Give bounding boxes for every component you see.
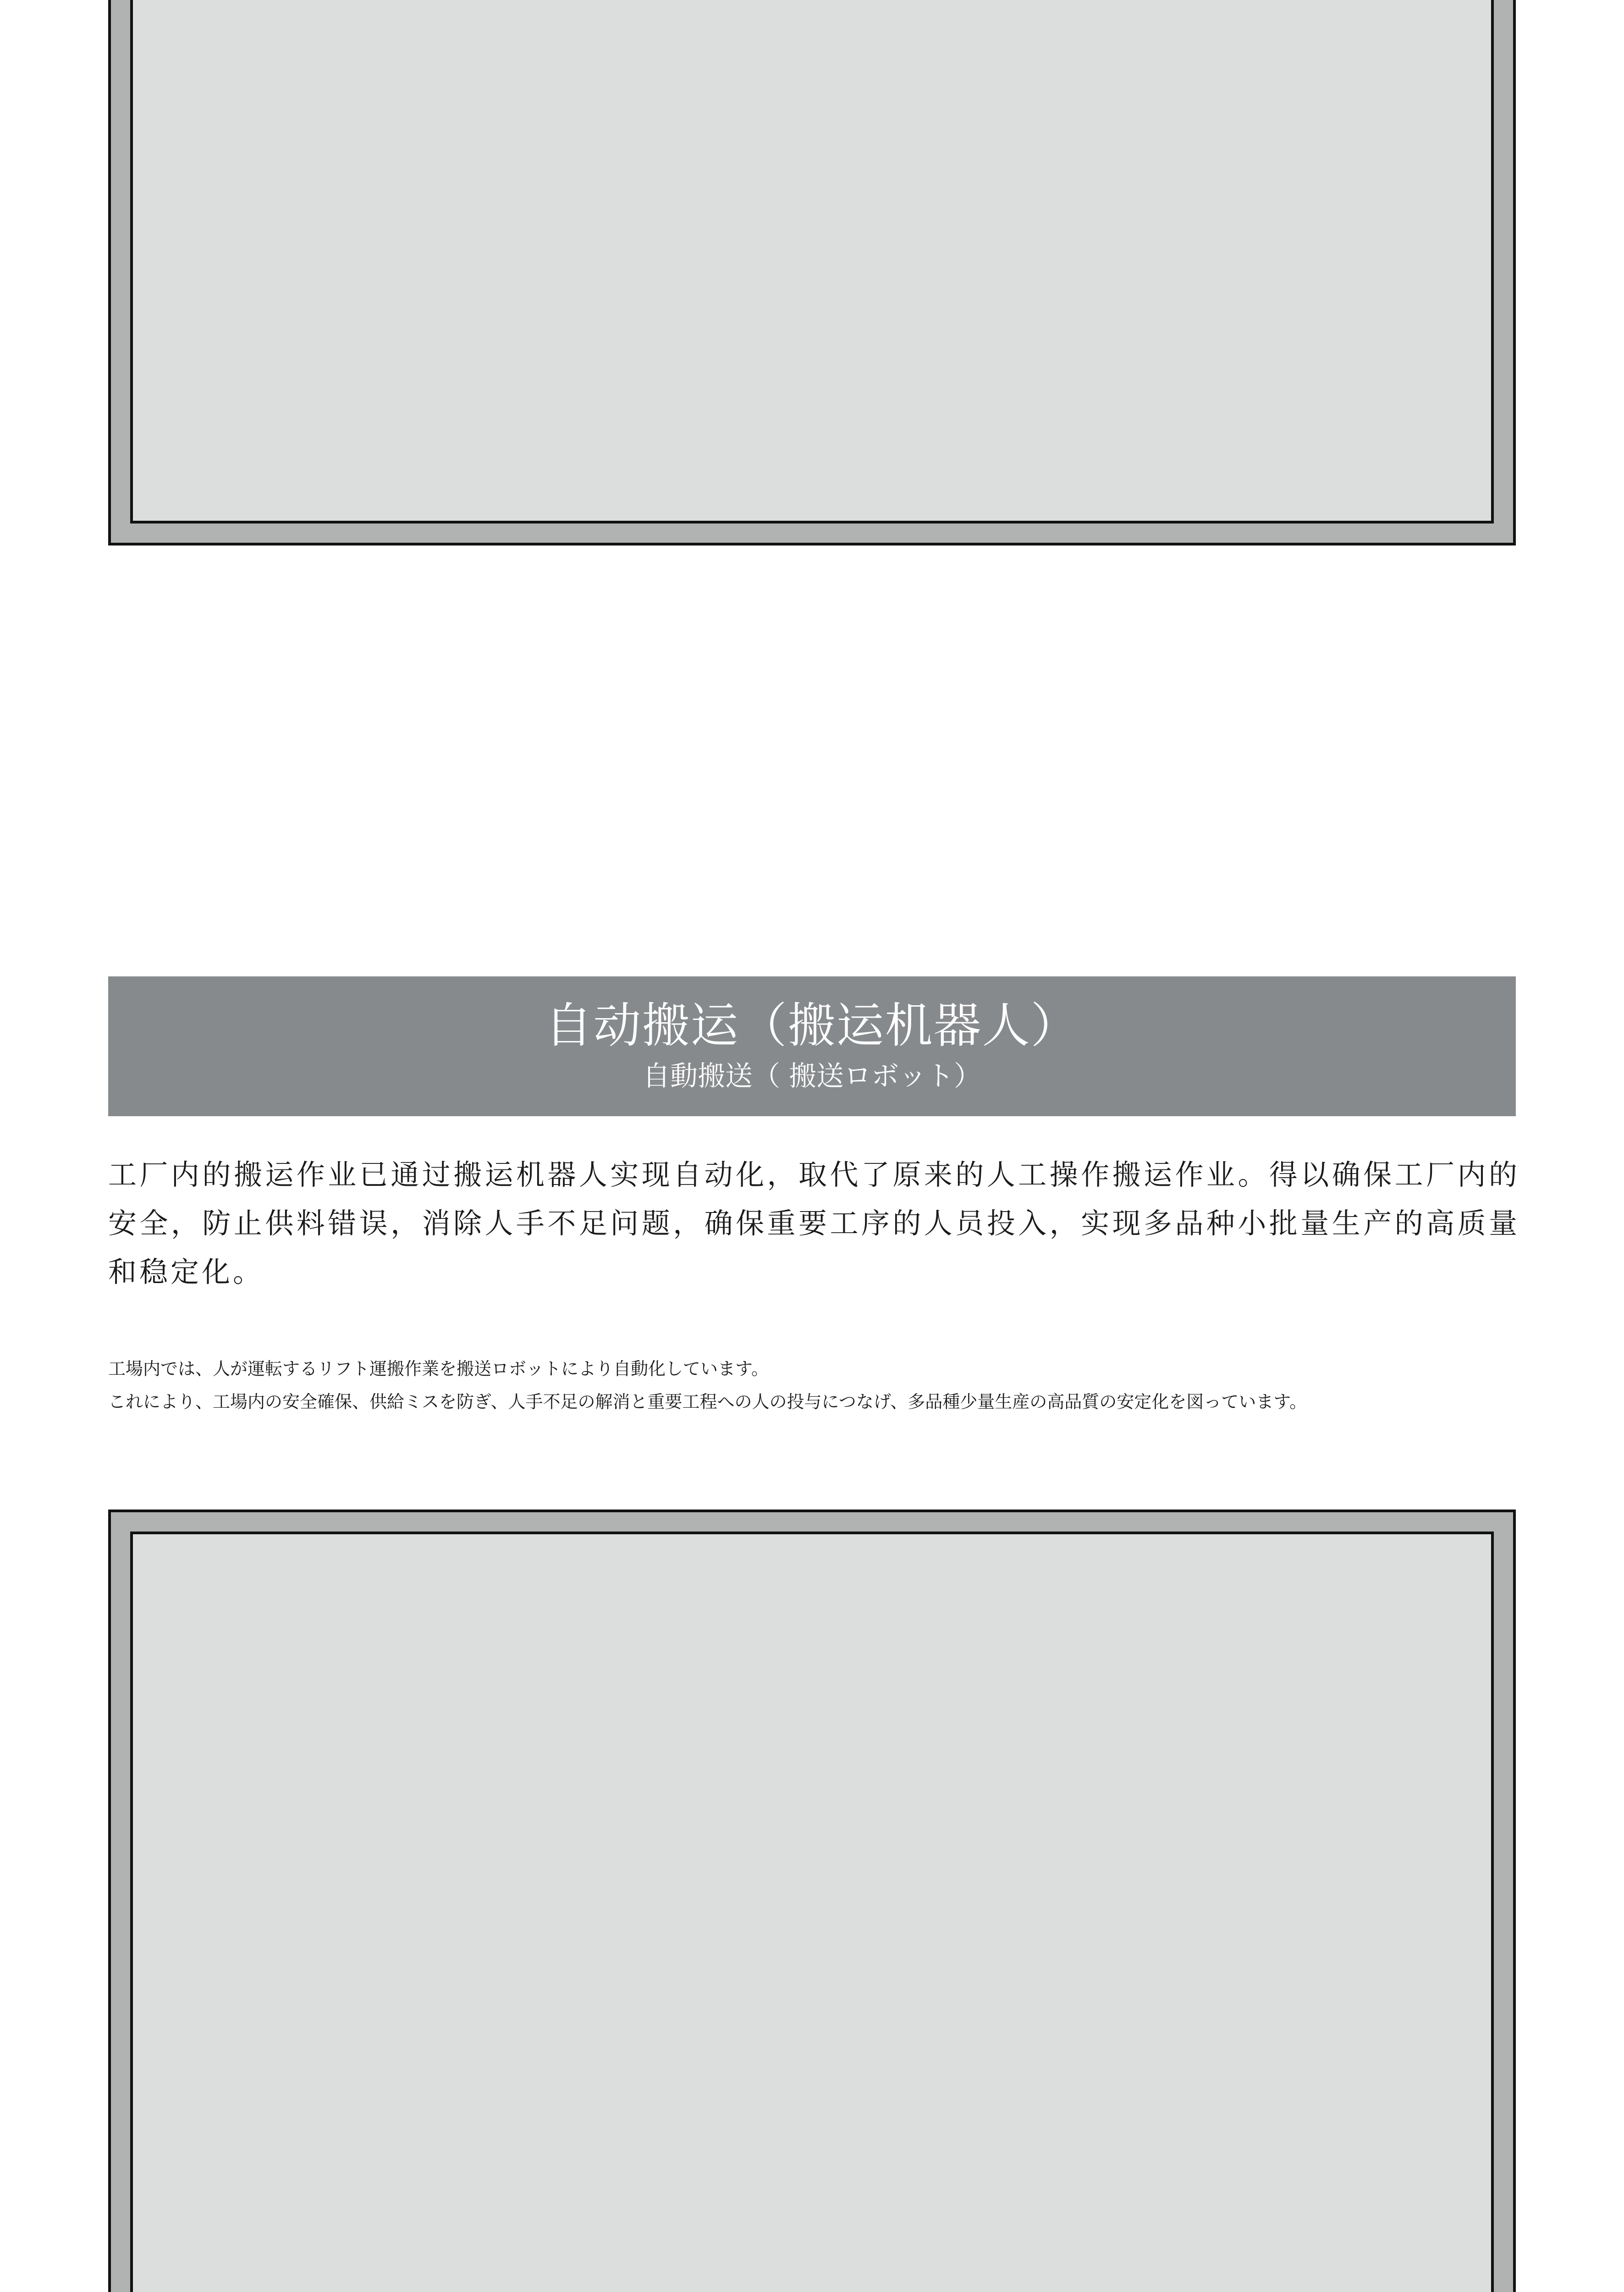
image-placeholder-middle-inner: [130, 1532, 1494, 2292]
image-placeholder-top: [108, 0, 1516, 545]
image-placeholder-middle: [108, 1510, 1516, 2292]
body-text-japanese-line-1: 工場内では、人が運転するリフト運搬作業を搬送ロボットにより自動化しています。: [108, 1359, 769, 1379]
body-text-japanese: [108, 1352, 1529, 1418]
body-text-chinese: 工厂内的搬运作业已通过搬运机器人实现自动化，取代了原来的人工操作搬运作业。得以确保工厂内的安全，防止供料错误，消除人手不足问题，确保重要工序的人员投入，实现多品种小批量生产的高质量和稳定化。: [108, 1158, 1520, 1289]
banner-subtitle: 自動搬送（ 搬送ロボット）: [642, 1060, 982, 1092]
body-text-japanese-line-2: これにより、工場内の安全確保、供給ミスを防ぎ、人手不足の解消と重要工程への人の投与につなげ、多品種少量生産の高品質の安定化を図っています。: [108, 1392, 1307, 1412]
image-placeholder-top-inner: [130, 0, 1494, 523]
section-banner: [108, 976, 1516, 1116]
banner-title: 自动搬运（搬运机器人）: [545, 997, 1079, 1053]
